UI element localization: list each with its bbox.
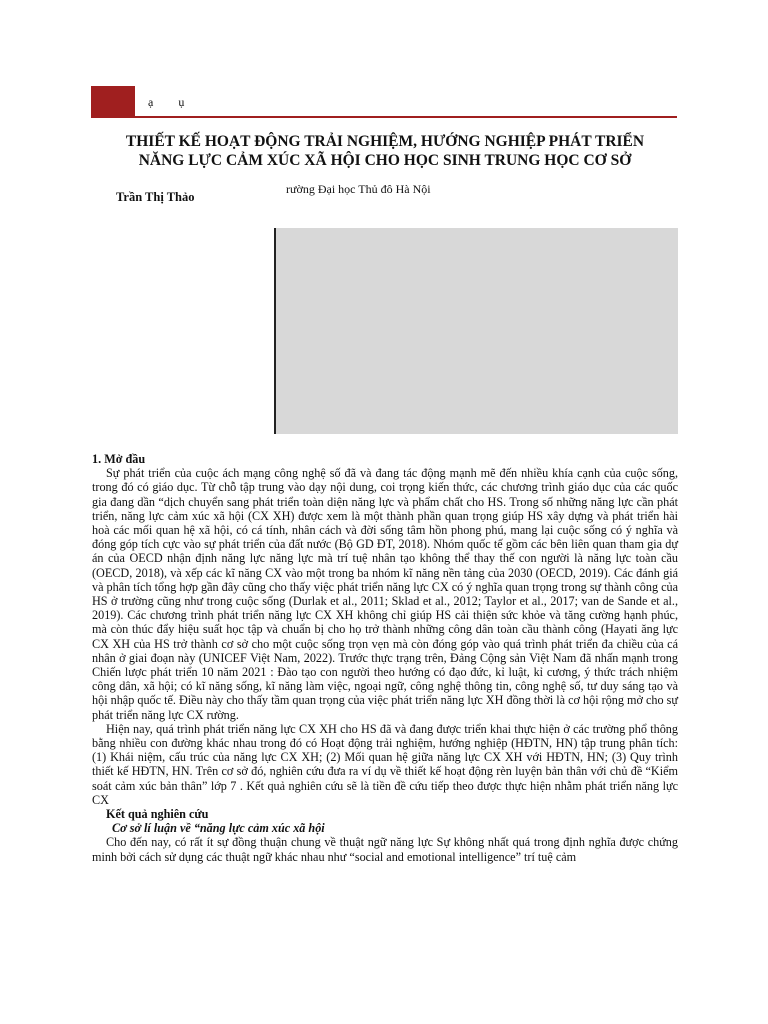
article-body <box>92 452 678 864</box>
paragraph: Sự phát triển của cuộc ách mạng công nghệ số đã và đang tác động mạnh mẽ đến nhiều khía cạnh của cuộc sống, trong đó có giáo dục. Từ chỗ tập trung vào dạy nội dung, coi trọng kiến thức, các chương trình giáo dục của các quốc gia đang dần “dịch chuyển sang phát triển toàn diện năng lực và phẩm chất cho HS. Trong số những năng lực cần phát triển, năng lực cảm xúc xã hội (CX XH) được xem là một thành phần quan trọng giúp HS xây dựng và phát triển hài hoà các mối quan hệ xã hội, có cá tính, nhân cách và đời sống tâm hồn phong phú, mang lại cuộc sống có ý nghĩa và đóng góp tích cực vào sự phát triển của đất nước (Bộ GD ĐT, 2018). Nhóm quốc tế gồm các bên liên quan tham gia dự án của OECD nhận định năng lực năng lực mà trí tuệ nhân tạo không thể thay thế con người là năng lực toàn cầu (OECD, 2018), và xếp các kĩ năng CX vào một trong ba nhóm kĩ năng nền tảng của 2030 (OECD, 2019). Các đánh giá và phân tích tổng hợp gần đây cũng cho thấy việc phát triển năng lực CX có ý nghĩa quan trọng trong sự thành công của HS ở trường cũng như trong cuộc sống (Durlak et al., 2011; Sklad et al., 2012; Taylor et al., 2017; van de Sande et al., 2019). Các chương trình phát triển năng lực CX XH không chỉ giúp HS cải thiện sức khỏe và tăng cường hạnh phúc, mà còn thúc đẩy hiệu suất học tập và chuẩn bị cho họ trở thành những công dân toàn cầu thành công (Hayati ăng lực CX XH của HS trở thành cơ sở cho một cuộc sống trọn vẹn mà còn đóng góp vào quá trình phát triển đa chiều của cá nhân ở giai đoạn này (UNICEF Việt Nam, 2022). Trước thực trạng trên, Đảng Cộng sản Việt Nam đã nhấn mạnh trong Chiến lược phát triển 10 năm 2021 : Đào tạo con người theo hướng có đạo đức, kỉ luật, kỉ cương, ý thức trách nhiệm công dân, xã hội; có kĩ năng sống, kĩ năng làm việc, ngoại ngữ, công nghệ thông tin, công nghệ số, tư duy sáng tạo và hội nhập quốc tế. Điều này cho thấy tầm quan trọng của việc phát triển năng lực XH đồng thời là cơ hội rộng mở cho sự phát triển năng lực CX rường. <box>92 466 678 722</box>
section-heading-results: Kết quả nghiên cứu <box>106 807 209 822</box>
author-affiliation: rường Đại học Thủ đô Hà Nội <box>286 182 431 196</box>
abstract-placeholder-box <box>274 228 678 434</box>
paragraph: Hiện nay, quá trình phát triển năng lực CX XH cho HS đã và đang được triển khai thực hiện ở các trường phổ thông bằng nhiều con đường khác nhau trong đó có Hoạt động trải nghiệm, hướng nghiệp (HĐTN, HN) tập trung phân tích: (1) Khái niệm, cấu trúc của năng lực CX XH; (2) Mối quan hệ giữa năng lực CX XH với HĐTN, HN; (3) Quy trình thiết kế HĐTN, HN. Trên cơ sở đó, nghiên cứu đưa ra ví dụ về thiết kế hoạt động rèn luyện bản thân với chủ đề “Kiểm soát cảm xúc bản thân” lớp 7 . Kết quả nghiên cứu sẽ là tiền đề cứu tiếp theo được thực hiện nhằm phát triển năng lực CX <box>92 721 678 807</box>
paragraph: Cho đến nay, có rất ít sự đồng thuận chung về thuật ngữ năng lực Sự không nhất quá trong định nghĩa được chứng minh bởi cách sử dụng các thuật ngữ khác nhau như “social and emotional intelligence” trí tuệ cảm <box>92 835 678 864</box>
header-accent-block <box>91 86 135 117</box>
article-title <box>92 132 678 170</box>
title-line-2: NĂNG LỰC CẢM XÚC XÃ HỘI CHO HỌC SINH TRUNG HỌC CƠ SỞ <box>138 152 632 169</box>
author-name: Trần Thị Thảo <box>116 190 195 204</box>
header-rule <box>91 116 677 118</box>
subsection-heading: Cơ sở lí luận về “năng lực cảm xúc xã hội <box>112 821 325 836</box>
header-fragment: ạ <box>148 95 154 109</box>
title-line-1: THIẾT KẾ HOẠT ĐỘNG TRẢI NGHIỆM, HƯỚNG NGHIỆP PHÁT TRIỂN <box>125 133 645 150</box>
section-heading-intro: 1. Mở đầu <box>92 452 146 466</box>
running-header <box>148 95 206 110</box>
header-fragment: ụ <box>178 95 185 109</box>
